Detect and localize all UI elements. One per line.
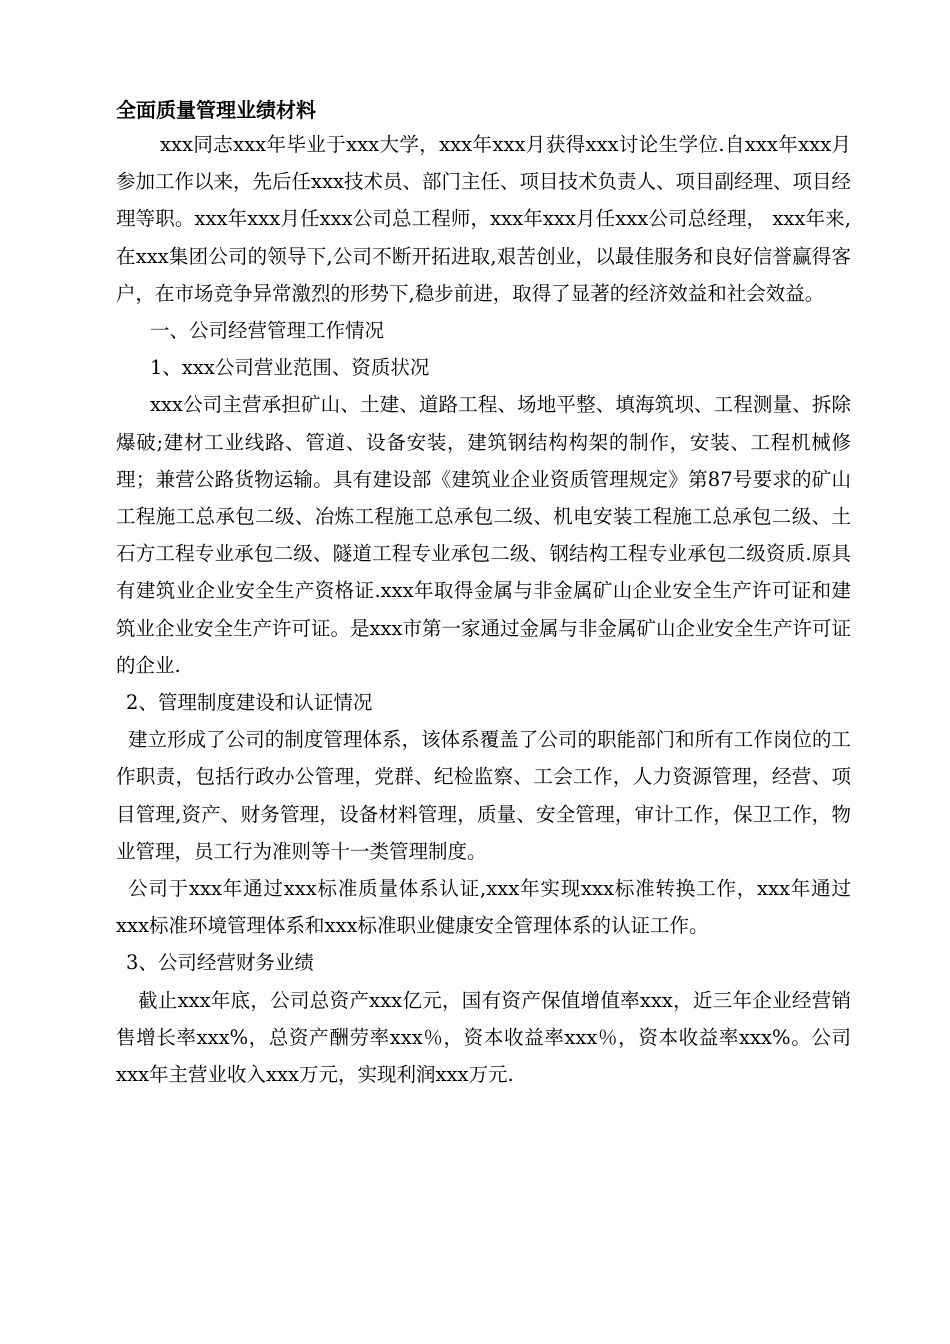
financial-performance-paragraph: 截止xxx年底，公司总资产xxx亿元，国有资产保值增值率xxx，近三年企业经营销售增长率xxx%，总资产酬劳率xxx％，资本收益率xxx％，资本收益率xxx%。公司xxx年主营业收入xxx万元，实现利润xxx万元. [116,988,851,1087]
certification-paragraph: 公司于xxx年通过xxx标准质量体系认证,xxx年实现xxx标准转换工作，xxx年通过xxx标准环境管理体系和xxx标准职业健康安全管理体系的认证工作。 [116,877,851,938]
subsection-heading-1: 1、xxx公司营业范围、资质状况 [150,356,430,380]
management-system-paragraph: 建立形成了公司的制度管理体系，该体系覆盖了公司的职能部门和所有工作岗位的工作职责，包括行政办公管理，党群、纪检监察、工会工作，人力资源管理，经营、项目管理,资产、财务管理，设备材料管理，质量、安全管理，审计工作，保卫工作，物业管理，员工行为准则等十一类管理制度。 [116,728,851,863]
subsection-heading-3: 3、公司经营财务业绩 [126,951,314,975]
document-title: 全面质量管理业绩材料 [116,98,316,122]
section-heading-1: 一、公司经营管理工作情况 [150,319,385,343]
subsection-heading-2: 2、管理制度建设和认证情况 [126,691,373,715]
business-scope-paragraph: xxx公司主营承担矿山、土建、道路工程、场地平整、填海筑坝、工程测量、拆除爆破;建材工业线路、管道、设备安装，建筑钢结构构架的制作，安装、工程机械修理；兼营公路货物运输。具有建设部《建筑业企业资质管理规定》第87号要求的矿山工程施工总承包二级、冶炼工程施工总承包二级、机电安装工程施工总承包二级、土石方工程专业承包二级、隧道工程专业承包二级、钢结构工程专业承包二级资质.原具有建筑业企业安全生产资格证.xxx年取得金属与非金属矿山企业安全生产许可证和建筑业企业安全生产许可证。是xxx市第一家通过金属与非金属矿山企业安全生产许可证的企业. [116,393,851,677]
intro-paragraph: xxx同志xxx年毕业于xxx大学，xxx年xxx月获得xxx讨论生学位.自xxx年xxx月参加工作以来，先后任xxx技术员、部门主任、项目技术负责人、项目副经理、项目经理等职。xxx年xxx月任xxx公司总工程师，xxx年xxx月任xxx公司总经理， xxx年来,在xxx集团公司的领导下,公司不断开拓进取,艰苦创业，以最佳服务和良好信誉赢得客户，在市场竞争异常激烈的形势下,稳步前进，取得了显著的经济效益和社会效益。 [116,133,851,305]
document-page [116,94,851,1093]
